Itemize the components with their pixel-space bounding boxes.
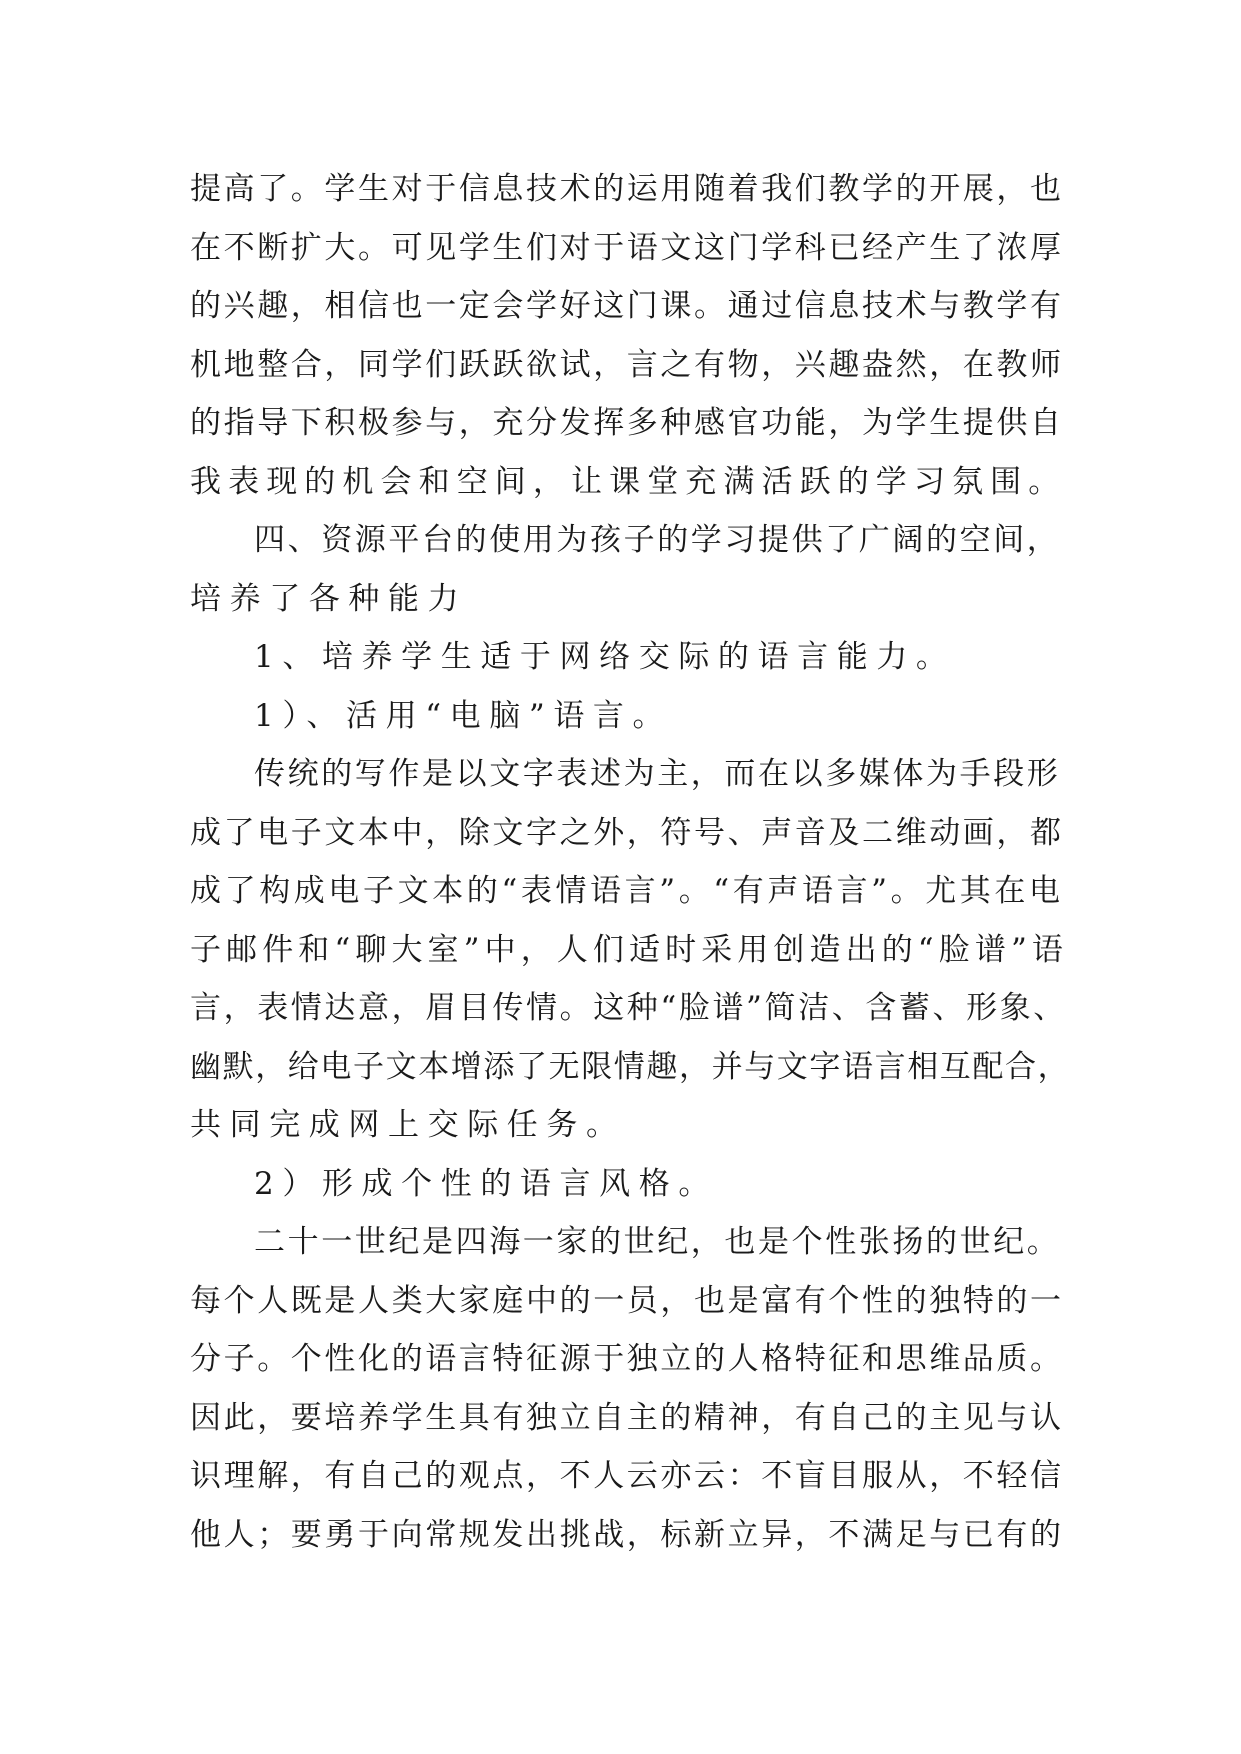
text-line: 他人；要勇于向常规发出挑战，标新立异，不满足与已有的 xyxy=(190,1516,1064,1553)
text-line: 分子。个性化的语言特征源于独立的人格特征和思维品质。 xyxy=(190,1341,1064,1377)
text-line: 机地整合，同学们跃跃欲试，言之有物，兴趣盎然，在教师 xyxy=(190,346,1064,383)
text-line: 每个人既是人类大家庭中的一员，也是富有个性的独特的一 xyxy=(190,1282,1064,1319)
text-line: 成了构成电子文本的“表情语言”。“有声语言”。尤其在电 xyxy=(190,873,1064,909)
text-line: 成了电子文本中，除文字之外，符号、声音及二维动画，都 xyxy=(190,814,1064,851)
text-line: 提高了。学生对于信息技术的运用随着我们教学的开展，也 xyxy=(190,171,1064,207)
section-heading: 四、资源平台的使用为孩子的学习提供了广阔的空间， xyxy=(254,522,1061,558)
body-text xyxy=(190,160,1070,1564)
document-page xyxy=(190,160,1070,1564)
text-line: 的兴趣，相信也一定会学好这门课。通过信息技术与教学有 xyxy=(190,288,1064,324)
text-line: 子邮件和“聊大室”中，人们适时采用创造出的“脸谱”语 xyxy=(190,931,1068,968)
text-line: 识理解，有自己的观点，不人云亦云：不盲目服从，不轻信 xyxy=(190,1458,1064,1494)
section-heading-continued: 培养了各种能力 xyxy=(190,580,468,617)
text-line: 在不断扩大。可见学生们对于语文这门学科已经产生了浓厚 xyxy=(190,229,1064,266)
subheading: 2）形成个性的语言风格。 xyxy=(254,1165,718,1202)
text-line: 因此，要培养学生具有独立自主的精神，有自己的主见与认 xyxy=(190,1399,1064,1436)
text-line: 共同完成网上交际任务。 xyxy=(190,1107,626,1143)
subheading: 1）、活用“电脑”语言。 xyxy=(254,697,673,734)
paragraph-start: 传统的写作是以文字表述为主，而在以多媒体为手段形 xyxy=(254,756,1061,792)
text-line: 幽默，给电子文本增添了无限情趣，并与文字语言相互配合， xyxy=(190,1048,1071,1085)
subheading: 1、培养学生适于网络交际的语言能力。 xyxy=(254,639,956,675)
text-line: 我表现的机会和空间，让课堂充满活跃的学习氛围。 xyxy=(190,463,1067,500)
text-line: 言，表情达意，眉目传情。这种“脸谱”简洁、含蓄、形象、 xyxy=(190,990,1067,1026)
paragraph-start: 二十一世纪是四海一家的世纪，也是个性张扬的世纪。 xyxy=(254,1224,1061,1260)
text-line: 的指导下积极参与，充分发挥多种感官功能，为学生提供自 xyxy=(190,405,1064,441)
